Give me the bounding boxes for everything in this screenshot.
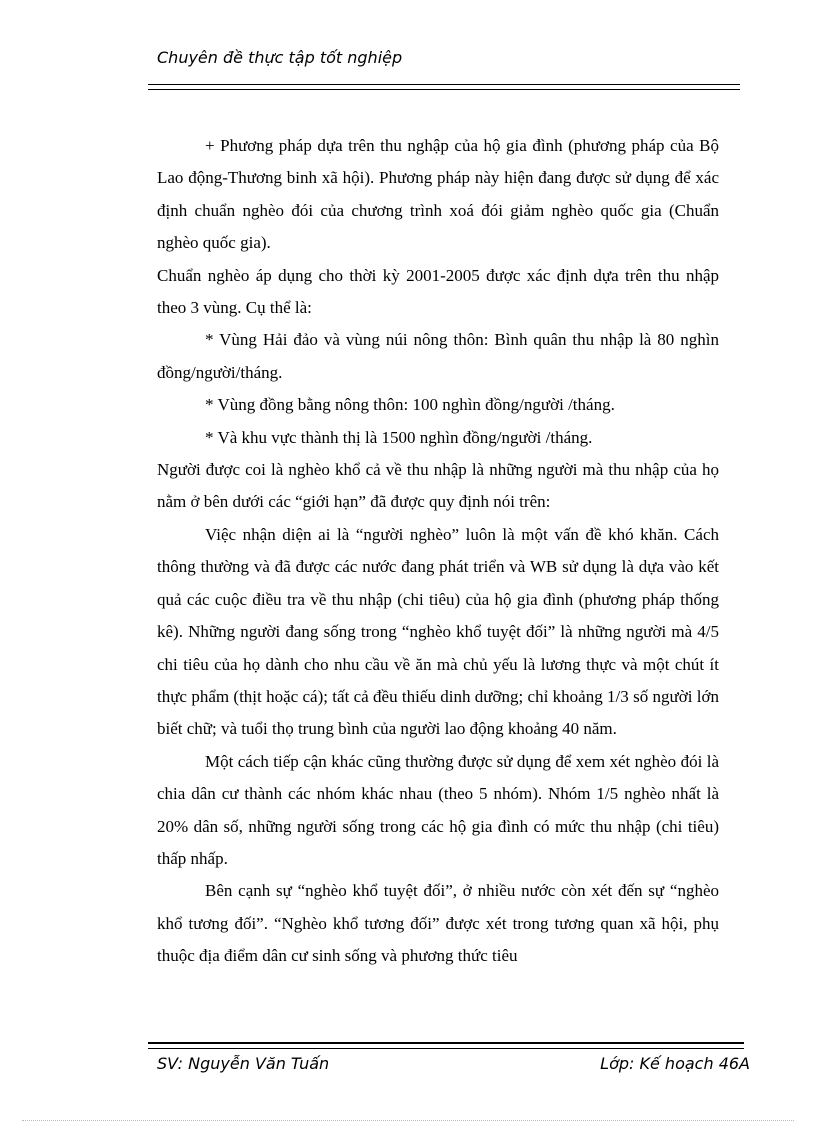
paragraph: * Và khu vực thành thị là 1500 nghìn đồng/người /tháng. — [205, 427, 593, 447]
page-bottom-dotted-line — [22, 1120, 794, 1121]
footer-divider — [148, 1042, 744, 1049]
paragraph: * Vùng Hải đảo và vùng núi nông thôn: Bình quân thu nhập là 80 nghìn đồng/người/tháng. — [157, 330, 719, 382]
paragraph: Một cách tiếp cận khác cũng thường được sử dụng để xem xét nghèo đói là chia dân cư thành các nhóm khác nhau (theo 5 nhóm). Nhóm 1/5 nghèo nhất là 20% dân số, những người sống trong các hộ gia đình có mức thu nhập (chi tiêu) thấp nhấp. — [157, 751, 719, 868]
paragraph: Người được coi là nghèo khổ cả về thu nhập là những người mà thu nhập của họ nằm ở bên dưới các “giới hạn” đã được quy định nói trên: — [157, 460, 719, 512]
body-text — [157, 130, 719, 973]
paragraph: * Vùng đồng bằng nông thôn: 100 nghìn đồng/người /tháng. — [205, 395, 615, 415]
footer-student-name: SV: Nguyễn Văn Tuấn — [157, 1054, 330, 1073]
paragraph: Bên cạnh sự “nghèo khổ tuyệt đối”, ở nhiều nước còn xét đến sự “nghèo khổ tương đối”. “Nghèo khổ tương đối” được xét trong tương quan xã hội, phụ thuộc địa điểm dân cư sinh sống và phương thức tiêu — [157, 881, 719, 966]
paragraph: Việc nhận diện ai là “người nghèo” luôn là một vấn đề khó khăn. Cách thông thường và đã được các nước đang phát triển và WB sử dụng là dựa vào kết quả các cuộc điều tra về thu nhập (chi tiêu) của hộ gia đình (phương pháp thống kê). Những người đang sống trong “nghèo khổ tuyệt đối” là những người mà 4/5 chi tiêu của họ dành cho nhu cầu về ăn mà chủ yếu là lương thực và một chút ít thực phẩm (thịt hoặc cá); tất cả đều thiếu dinh dưỡng; chỉ khoảng 1/3 số người lớn biết chữ; và tuổi thọ trung bình của người lao động khoảng 40 năm. — [157, 524, 719, 739]
footer-class-name: Lớp: Kế hoạch 46A — [600, 1054, 750, 1073]
paragraph: + Phương pháp dựa trên thu nghập của hộ gia đình (phương pháp của Bộ Lao động-Thương binh xã hội). Phương pháp này hiện đang được sử dụng để xác định chuẩn nghèo đói của chương trình xoá đói giảm nghèo quốc gia (Chuẩn nghèo quốc gia). — [157, 136, 719, 253]
page-header-title: Chuyên đề thực tập tốt nghiệp — [157, 48, 403, 67]
paragraph: Chuẩn nghèo áp dụng cho thời kỳ 2001-2005 được xác định dựa trên thu nhập theo 3 vùng. Cụ thể là: — [157, 265, 719, 318]
header-divider — [148, 84, 740, 90]
